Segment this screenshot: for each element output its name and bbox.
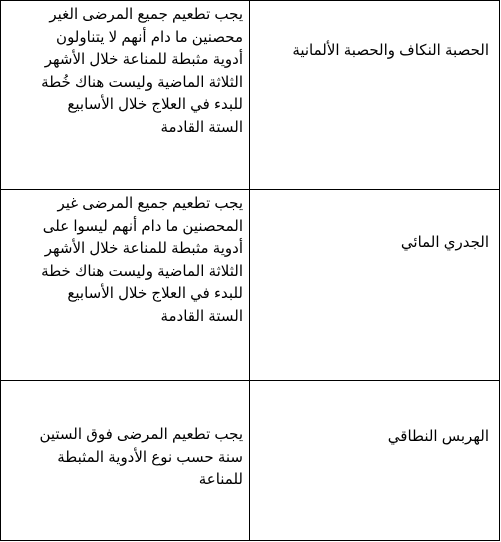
table-border-bottom xyxy=(0,540,500,541)
table-border-left xyxy=(0,0,1,541)
recommendation-cell-row-3 xyxy=(39,424,243,492)
recommendation-line: للمناعة xyxy=(198,471,243,488)
condition-cell-row-2: الجدري المائي xyxy=(400,234,489,251)
recommendation-line: يجب تطعيم جميع المرضى الغير xyxy=(49,6,243,23)
recommendation-line: يجب تطعيم المرضى فوق الستين xyxy=(39,426,243,443)
recommendation-line: الثلاثة الماضية وليست هناك خطة xyxy=(41,262,243,280)
recommendation-line: الثلاثة الماضية وليست هناك خُطة xyxy=(41,73,243,91)
condition-cell-row-1: الحصبة النكاف والحصبة الألمانية xyxy=(292,42,489,59)
recommendation-line: محصنين ما دام أنهم لا يتناولون xyxy=(56,28,243,46)
condition-cell-row-3: الهربس النطاقي xyxy=(387,428,489,445)
recommendation-line: أدوية مثبطة للمناعة خلال الأشهر xyxy=(44,240,243,257)
recommendation-cell-row-2 xyxy=(41,193,243,328)
recommendation-line: الستة القادمة xyxy=(160,118,243,136)
recommendation-cell-row-1 xyxy=(41,4,243,139)
row-divider-1 xyxy=(0,189,500,190)
table-border-top xyxy=(0,0,500,1)
recommendation-line: للبدء في العلاج خلال الأسابيع xyxy=(67,285,243,302)
recommendation-line: المحصنين ما دام أنهم ليسوا على xyxy=(42,217,243,235)
recommendation-line: أدوية مثبطة للمناعة خلال الأشهر xyxy=(44,51,243,68)
row-divider-2 xyxy=(0,380,500,381)
recommendation-line: يجب تطعيم جميع المرضى غير xyxy=(57,195,243,212)
column-divider xyxy=(249,0,250,541)
recommendation-line: الستة القادمة xyxy=(160,307,243,325)
recommendation-line: للبدء في العلاج خلال الأسابيع xyxy=(67,96,243,113)
table-border-right xyxy=(499,0,500,541)
recommendation-line: سنة حسب نوع الأدوية المثبطة xyxy=(57,448,243,466)
